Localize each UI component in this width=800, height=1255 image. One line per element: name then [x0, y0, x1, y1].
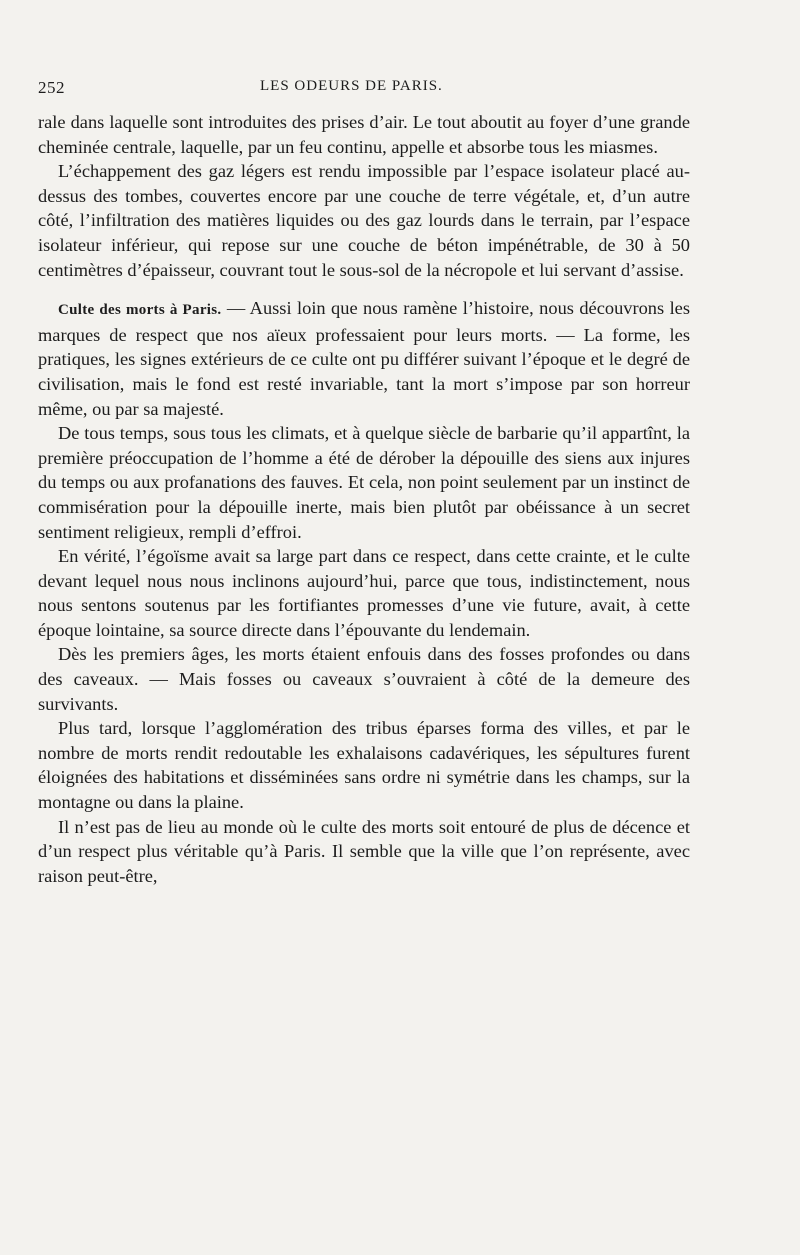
paragraph: rale dans laquelle sont introduites des prises d’air. Le tout aboutit au foyer d’une grande cheminée centrale, laquelle, par un feu continu, appelle et absorbe tous les miasmes.	[38, 112, 690, 157]
paragraph: En vérité, l’égoïsme avait sa large part dans ce respect, dans cette crainte, et le culte devant lequel nous nous inclinons aujourd’hui, parce que tous, indistinctement, nous nous sentons soutenus par les fortifiantes promesses d’une vie future, avait, à cette époque lointaine, sa source directe dans l’épouvante du lendemain.	[38, 546, 690, 640]
book-page	[38, 70, 690, 888]
running-title: LES ODEURS DE PARIS.	[260, 78, 443, 94]
section-intro: — Aussi loin que nous ramène l’histoire, nous découvrons les marques de respect que nos aïeux professaient pour leurs morts. — La forme, les pratiques, les signes extérieurs de ce culte ont pu différer suivant l’époque et le degré de civilisation, mais le fond est resté invariable, tant la mort s’impose par son horreur même, ou par sa majesté.	[38, 298, 691, 419]
section-title: Culte des morts à Paris.	[58, 302, 222, 319]
paragraph: Il n’est pas de lieu au monde où le culte des morts soit entouré de plus de décence et d’un respect plus véritable qu’à Paris. Il semble que la ville que l’on représente, avec raison peut-être,	[38, 816, 690, 886]
page-number: 252	[38, 78, 65, 97]
page-header	[38, 70, 690, 98]
paragraph: Plus tard, lorsque l’agglomération des tribus éparses forma des villes, et par le nombre de morts rendit redoutable les exhalaisons cadavériques, les sépultures furent éloignées des habitations et disséminées sans ordre ni symétrie dans les champs, sur la montagne ou dans la plaine.	[38, 718, 690, 813]
paragraph: L’échappement des gaz légers est rendu impossible par l’espace isolateur placé au-dessus des tombes, couvertes encore par une couche de terre végétale, et, d’un autre côté, l’infiltration des matières liquides ou des gaz lourds dans le terrain, par l’espace isolateur inférieur, qui repose sur une couche de béton impénétrable, de 30 à 50 centimètres d’épaisseur, couvrant tout le sous-sol de la nécropole et lui servant d’assise.	[38, 161, 690, 280]
section-paragraph	[38, 296, 690, 421]
body-text	[38, 110, 690, 888]
paragraph: Dès les premiers âges, les morts étaient enfouis dans des fosses profondes ou dans des caveaux. — Mais fosses ou caveaux s’ouvraient à côté de la demeure des survivants.	[38, 644, 690, 714]
paragraph: De tous temps, sous tous les climats, et à quelque siècle de barbarie qu’il appartînt, la première préoccupation de l’homme a été de dérober la dépouille des siens aux injures du temps ou aux profanations des fauves. Et cela, non point seulement par un instinct de commisération pour la dépouille inerte, mais bien plutôt par obéissance à un secret sentiment religieux, rempli d’effroi.	[38, 423, 690, 542]
